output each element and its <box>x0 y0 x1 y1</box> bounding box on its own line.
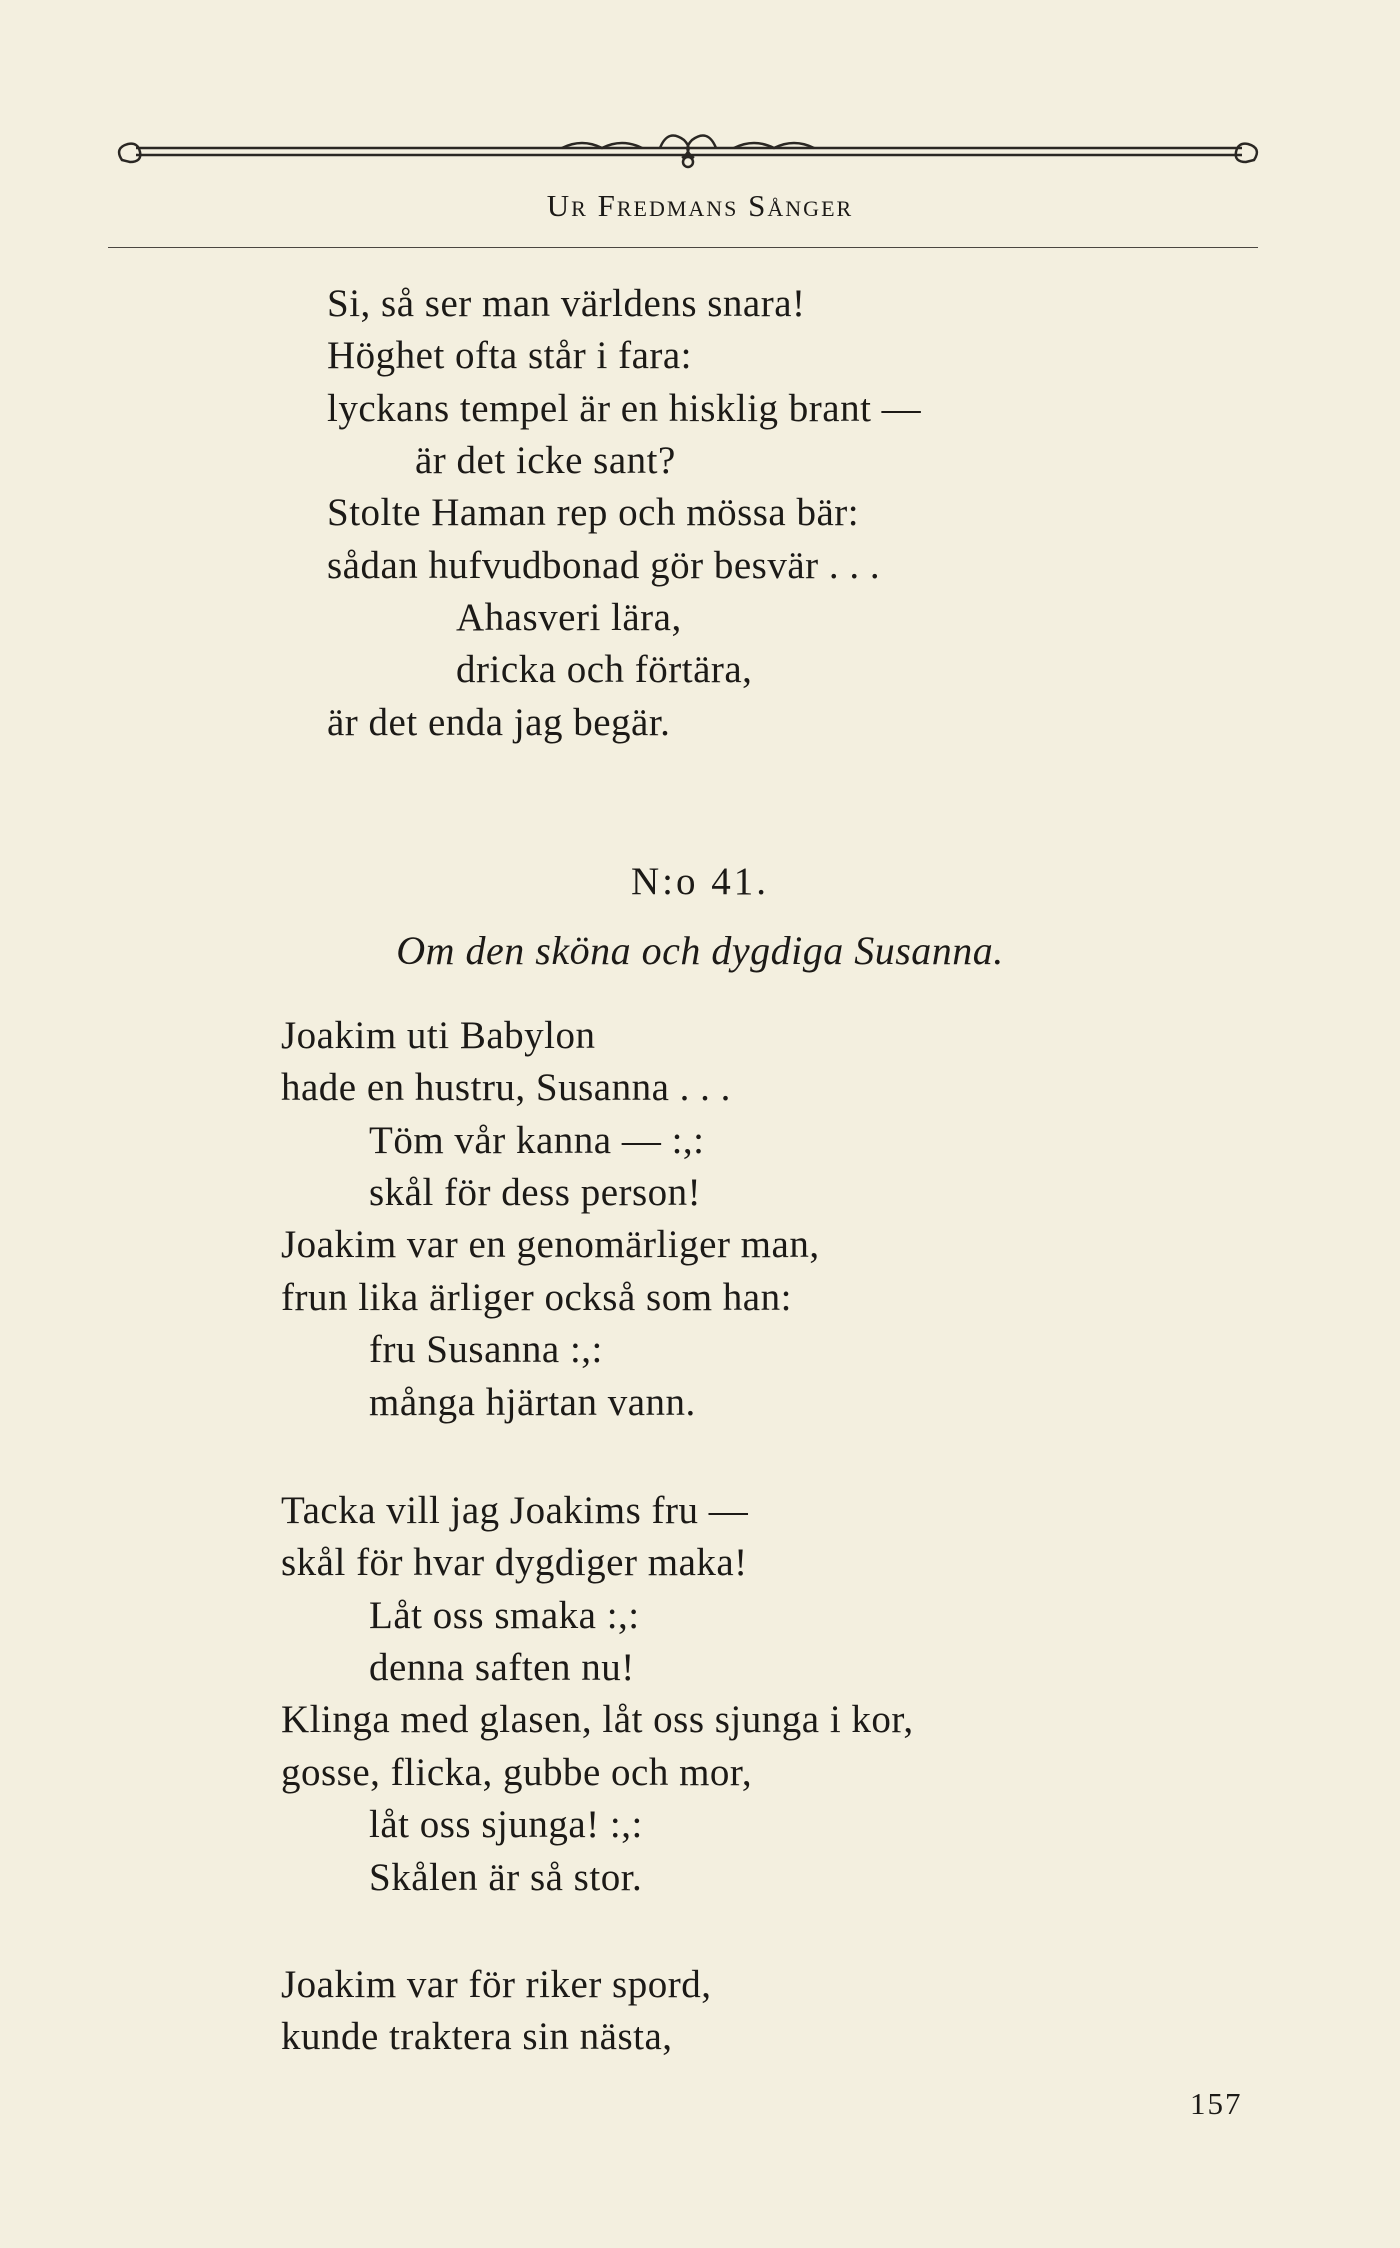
verse-line: Klinga med glasen, låt oss sjunga i kor, <box>281 1698 914 1741</box>
verse-line: denna saften nu! <box>369 1646 635 1689</box>
verse-line: Låt oss smaka :,: <box>369 1594 640 1637</box>
verse-line: många hjärtan vann. <box>369 1381 696 1424</box>
verse-line: gosse, flicka, gubbe och mor, <box>281 1751 753 1794</box>
verse-line: Töm vår kanna — :,: <box>369 1119 705 1162</box>
verse-line: Skålen är så stor. <box>369 1856 643 1899</box>
verse-line: lyckans tempel är en hisklig brant — <box>327 387 922 430</box>
song-number: N:o 41. <box>631 860 769 903</box>
verse-line: kunde traktera sin nästa, <box>281 2015 673 2058</box>
verse-line: fru Susanna :,: <box>369 1328 603 1371</box>
verse-line: Stolte Haman rep och mössa bär: <box>327 491 860 534</box>
verse-line: sådan hufvudbonad gör besvär . . . <box>327 544 881 587</box>
verse-line: Joakim var för riker spord, <box>281 1963 712 2006</box>
verse-line: Tacka vill jag Joakims fru — <box>281 1489 749 1532</box>
verse-line: Ahasveri lära, <box>456 596 682 639</box>
verse-line: frun lika ärliger också som han: <box>281 1276 792 1319</box>
verse-line: dricka och förtära, <box>456 648 753 691</box>
verse-line: låt oss sjunga! :,: <box>369 1803 643 1846</box>
header-rule <box>108 247 1258 248</box>
verse-line: hade en hustru, Susanna . . . <box>281 1066 731 1109</box>
verse-line: Joakim uti Babylon <box>281 1014 596 1057</box>
verse-line: är det enda jag begär. <box>327 701 671 744</box>
verse-line: skål för hvar dygdiger maka! <box>281 1541 748 1584</box>
verse-line: Höghet ofta står i fara: <box>327 334 693 377</box>
verse-line: skål för dess person! <box>369 1171 702 1214</box>
header-ornament <box>112 130 1264 190</box>
verse-line: Si, så ser man världens snara! <box>327 282 806 325</box>
verse-line: är det icke sant? <box>415 439 676 482</box>
song-title: Om den sköna och dygdiga Susanna. <box>396 928 1004 973</box>
verse-line: Joakim var en genomärliger man, <box>281 1223 820 1266</box>
running-title: Ur Fredmans Sånger <box>546 188 854 223</box>
page-number: 157 <box>1190 2086 1243 2121</box>
